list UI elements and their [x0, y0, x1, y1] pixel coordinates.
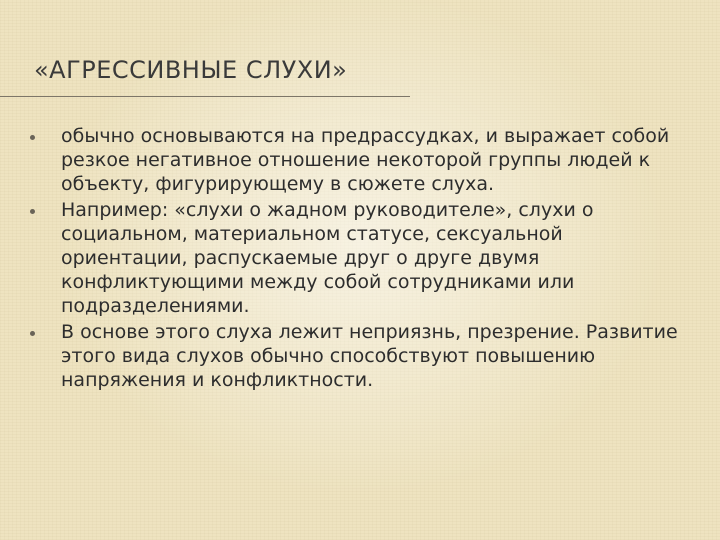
bullet-text: обычно основываются на предрассудках, и выражает собой резкое негативное отношение некоторой группы людей к объекту, фигурирующему в сюжете слуха. — [61, 125, 670, 195]
title-underline — [0, 96, 410, 97]
slide-title: «АГРЕССИВНЫЕ СЛУХИ» — [34, 56, 348, 84]
bullet-item — [30, 198, 694, 318]
bullet-list — [30, 124, 694, 394]
bullet-dot-icon — [30, 209, 35, 214]
bullet-text: Например: «слухи о жадном руководителе», слухи о социальном, материальном статусе, сексуальной ориентации, распускаемые друг о друге двумя конфликтующими между собой сотрудниками или подразделениями. — [61, 199, 594, 317]
bullet-item — [30, 320, 694, 392]
bullet-dot-icon — [30, 135, 35, 140]
bullet-item — [30, 124, 694, 196]
bullet-dot-icon — [30, 331, 35, 336]
bullet-text: В основе этого слуха лежит неприязнь, презрение. Развитие этого вида слухов обычно способствуют повышению напряжения и конфликтности. — [61, 321, 678, 391]
